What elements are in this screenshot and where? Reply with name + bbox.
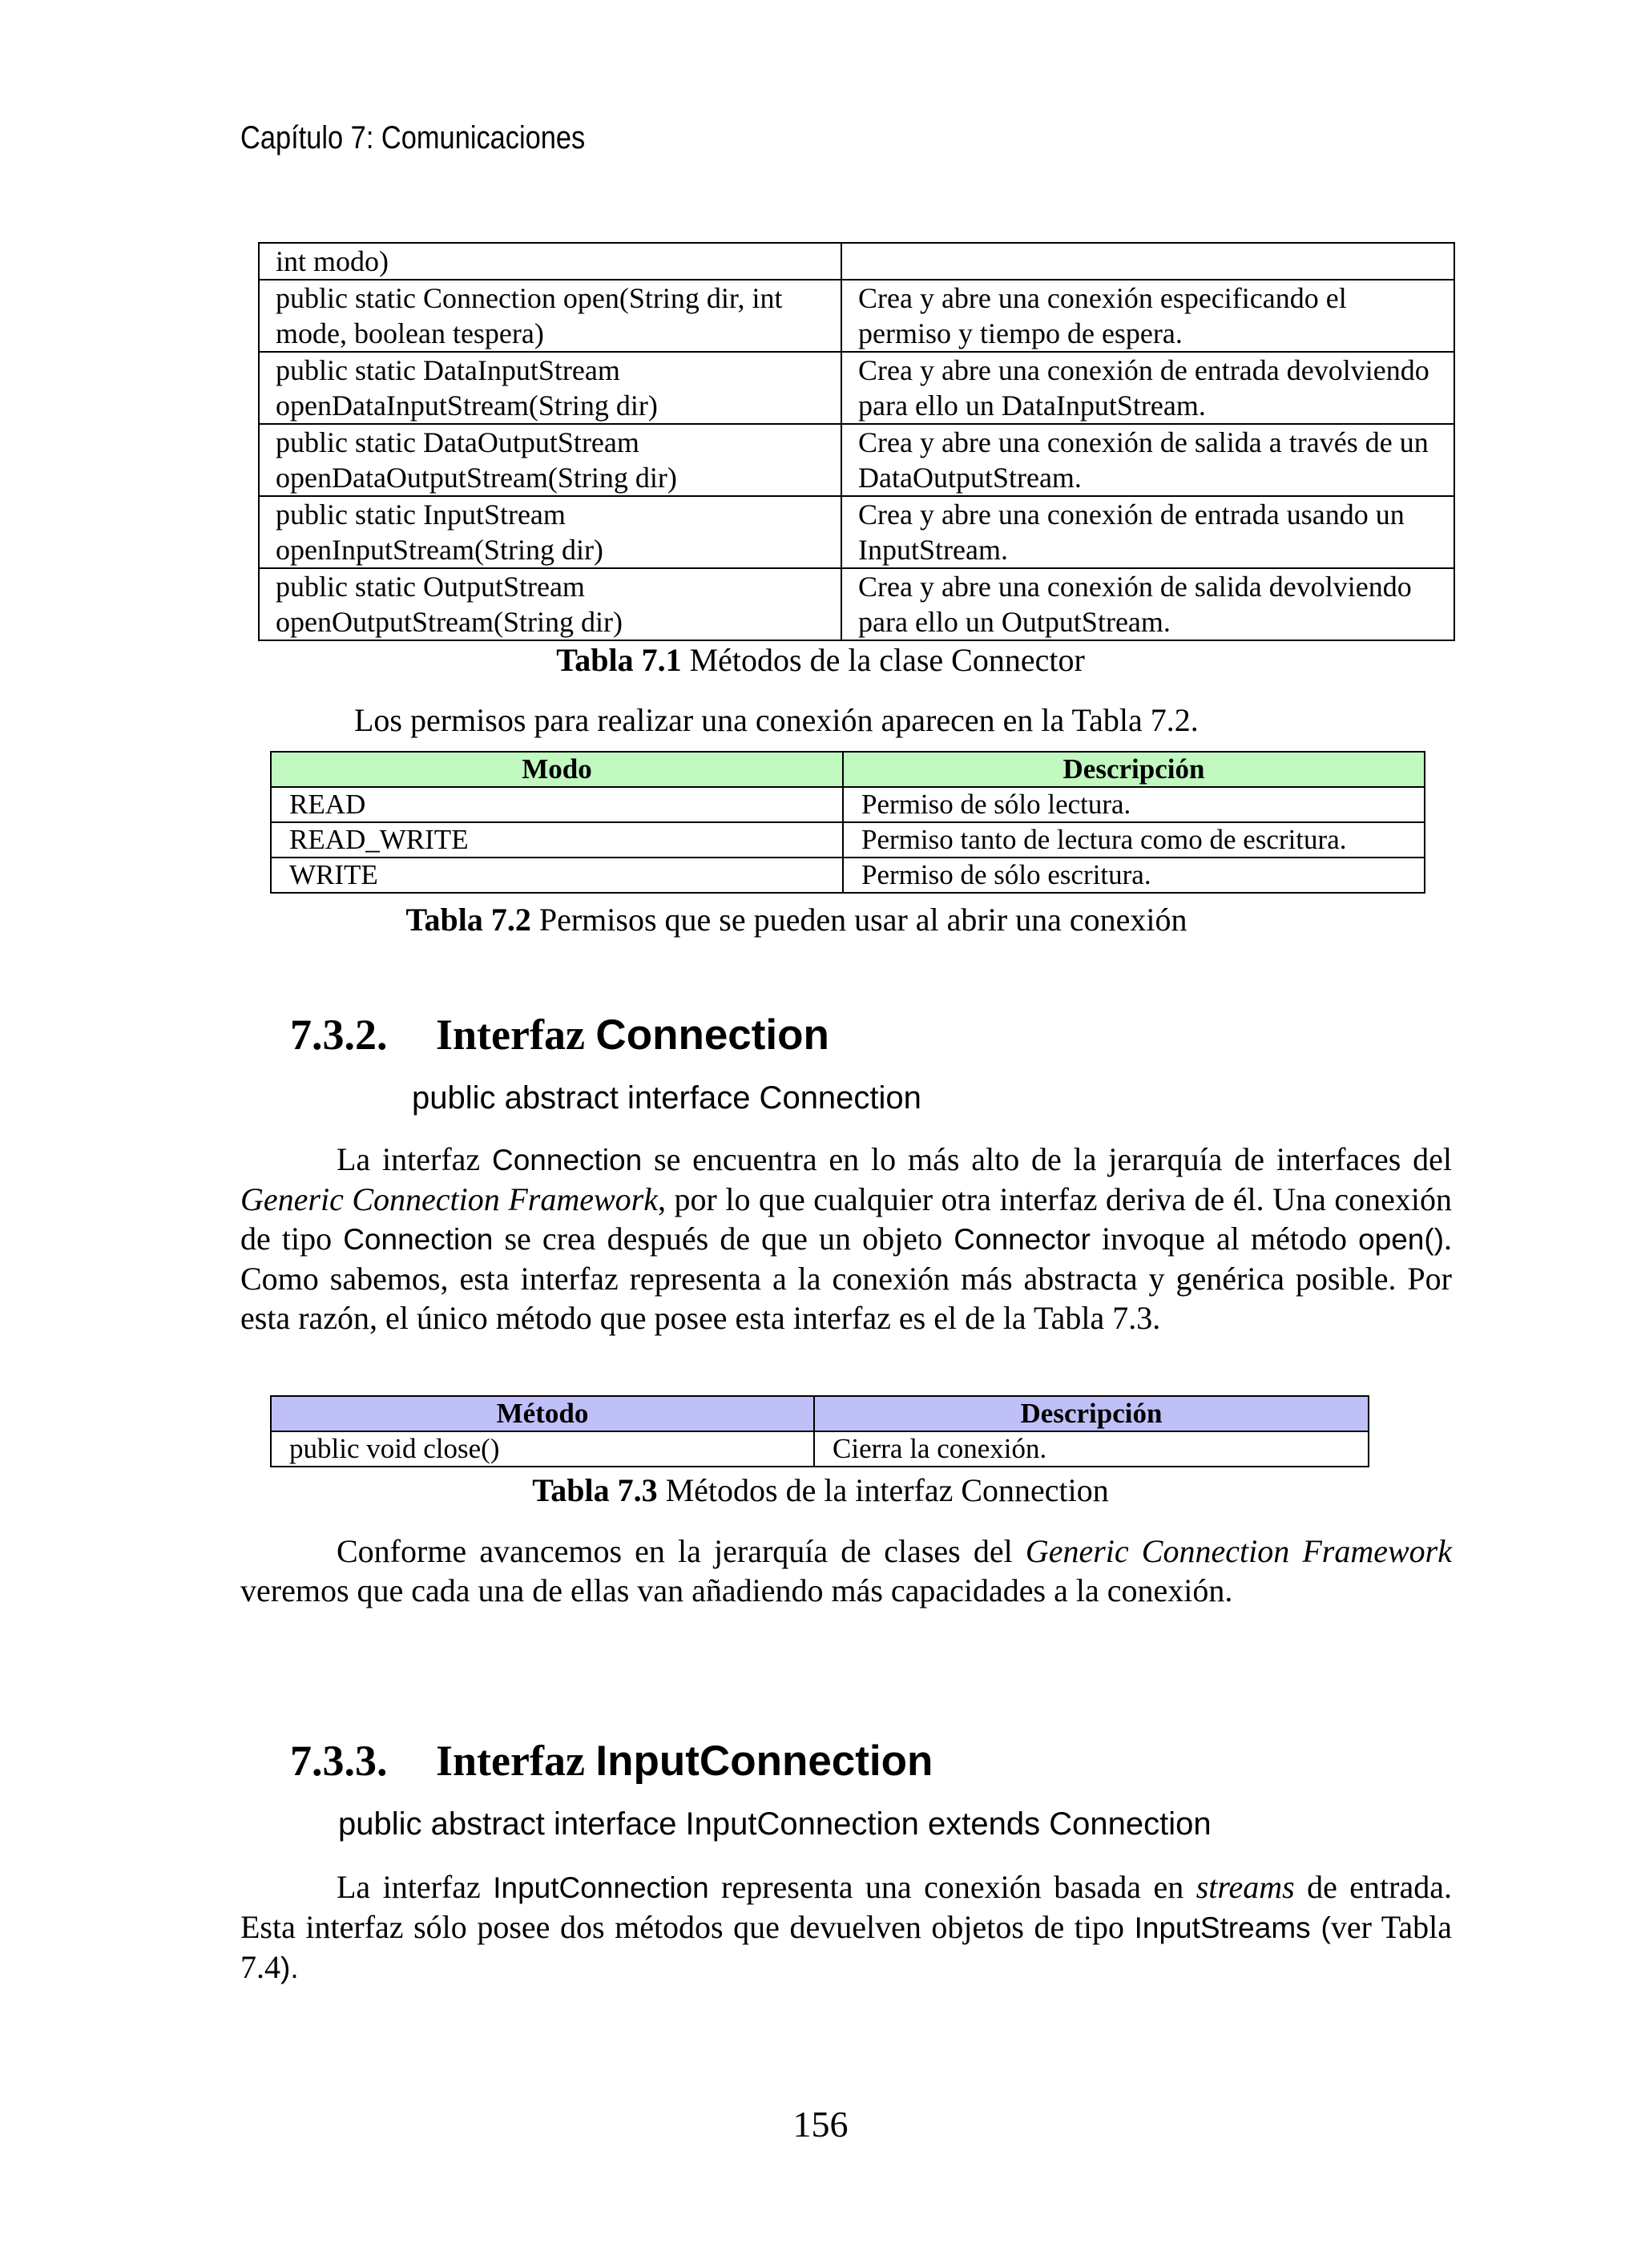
section-title-prefix: Interfaz [436, 1011, 596, 1059]
section-heading-7-3-2 [290, 1010, 829, 1059]
body-paragraph: Conforme avancemos en la jerarquía de clases del Generic Connection Framework veremos que cada una de ellas van añadiendo más capacidades a la conexión. [240, 1533, 1452, 1608]
table-7-3-caption [0, 1471, 1641, 1509]
running-header: Capítulo 7: Comunicaciones [240, 120, 586, 155]
caption-label: Tabla 7.1 [556, 642, 682, 678]
section-title-name: Connection [595, 1011, 829, 1059]
connector-methods-table [258, 242, 1455, 641]
caption-label: Tabla 7.3 [532, 1472, 658, 1508]
description-cell: Crea y abre una conexión de salida devolviendo para ello un OutputStream. [841, 568, 1454, 640]
body-paragraph: La interfaz InputConnection representa una conexión basada en streams de entrada. Esta interfaz sólo posee dos métodos que devuelven objetos de tipo InputStreams (ver Tabla 7.4). [240, 1869, 1452, 1985]
body-paragraph: La interfaz Connection se encuentra en lo más alto de la jerarquía de interfaces del Generic Connection Framework, por lo que cualquier otra interfaz deriva de él. Una conexión de tipo Connection se crea después de que un objeto Connector invoque al método open(). Como sabemos, esta interfaz representa a la conexión más abstracta y genérica posible. Por esta razón, el único método que posee esta interfaz es el de la Tabla 7.3. [240, 1141, 1453, 1336]
description-cell: Crea y abre una conexión especificando el permiso y tiempo de espera. [841, 280, 1454, 352]
section-number: 7.3.2. [290, 1011, 388, 1059]
caption-label: Tabla 7.2 [405, 902, 531, 938]
description-cell: Crea y abre una conexión de salida a través de un DataOutputStream. [841, 424, 1454, 496]
table-header-row [271, 1396, 1369, 1431]
column-header-description: Descripción [843, 752, 1425, 787]
table-7-2-caption [0, 901, 1641, 938]
mode-cell: READ_WRITE [271, 822, 843, 858]
column-header-description: Descripción [814, 1396, 1369, 1431]
code-term: InputStreams [1134, 1911, 1311, 1944]
table-row [271, 858, 1425, 893]
code-term: open() [1358, 1223, 1445, 1256]
method-cell: public static DataOutputStream openDataOutputStream(String dir) [259, 424, 841, 496]
method-cell: public static DataInputStream openDataInputStream(String dir) [259, 352, 841, 424]
table-row [271, 822, 1425, 858]
code-term: Connection [343, 1223, 494, 1256]
mode-cell: READ [271, 787, 843, 822]
description-cell: Permiso tanto de lectura como de escritura. [843, 822, 1425, 858]
caption-text: Métodos de la interfaz Connection [657, 1472, 1109, 1508]
caption-text: Permisos que se pueden usar al abrir una conexión [530, 902, 1187, 938]
table-header-row [271, 752, 1425, 787]
description-cell: Cierra la conexión. [814, 1431, 1369, 1467]
description-cell: Crea y abre una conexión de entrada usando un InputStream. [841, 496, 1454, 568]
table-row [259, 424, 1454, 496]
permissions-paragraph: Los permisos para realizar una conexión aparecen en la Tabla 7.2. [354, 702, 1199, 738]
code-term: Connection [491, 1144, 643, 1176]
method-cell: public void close() [271, 1431, 814, 1467]
section-heading-7-3-3 [290, 1736, 933, 1786]
mode-cell: WRITE [271, 858, 843, 893]
table-row [259, 280, 1454, 352]
table-row [259, 352, 1454, 424]
table-row [259, 243, 1454, 280]
description-cell: Permiso de sólo lectura. [843, 787, 1425, 822]
method-cell: public static InputStream openInputStream(String dir) [259, 496, 841, 568]
emphasis: Generic Connection Framework [1025, 1533, 1452, 1569]
description-cell: Permiso de sólo escritura. [843, 858, 1425, 893]
method-cell: public static Connection open(String dir, int mode, boolean tespera) [259, 280, 841, 352]
method-cell: public static OutputStream openOutputStream(String dir) [259, 568, 841, 640]
connection-methods-table [270, 1395, 1369, 1467]
caption-text: Métodos de la clase Connector [681, 642, 1085, 678]
permissions-table [270, 751, 1425, 894]
section-number: 7.3.3. [290, 1737, 388, 1785]
column-header-mode: Modo [271, 752, 843, 787]
emphasis: streams [1195, 1869, 1295, 1905]
emphasis: Generic Connection Framework [240, 1181, 658, 1217]
table-row [271, 787, 1425, 822]
section-title-prefix: Interfaz [436, 1737, 596, 1785]
code-term: InputConnection [493, 1871, 709, 1904]
method-cell: int modo) [259, 243, 841, 280]
code-term: Connector [954, 1223, 1091, 1256]
table-row [259, 568, 1454, 640]
description-cell: Crea y abre una conexión de entrada devolviendo para ello un DataInputStream. [841, 352, 1454, 424]
interface-signature: public abstract interface Connection [412, 1080, 921, 1116]
table-row [259, 496, 1454, 568]
description-cell [841, 243, 1454, 280]
page-number: 156 [792, 2104, 849, 2145]
column-header-method: Método [271, 1396, 814, 1431]
interface-signature: public abstract interface InputConnection extends Connection [338, 1806, 1212, 1842]
table-7-1-caption [0, 641, 1641, 679]
table-row [271, 1431, 1369, 1467]
section-title-name: InputConnection [595, 1737, 933, 1785]
